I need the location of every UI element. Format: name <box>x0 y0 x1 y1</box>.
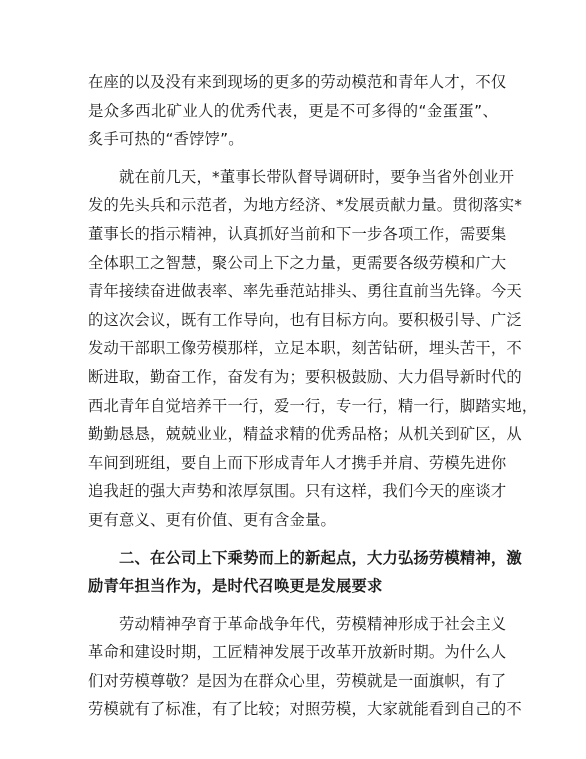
text-line: 追我赶的强大声势和浓厚氛围。只有这样，我们今天的座谈才 <box>88 482 507 501</box>
text-line: 发动干部职工像劳模那样，立足本职，刻苦钻研，埋头苦干，不 <box>88 339 522 358</box>
text-line: 二、在公司上下乘势而上的新起点，大力弘扬劳模精神，激 <box>88 548 522 567</box>
text-line: 励青年担当作为，是时代召唤更是发展要求 <box>88 577 383 596</box>
text-line: 是众多西北矿业人的优秀代表，更是不可多得的“金蛋蛋”、 <box>88 101 498 120</box>
text-line: 炙手可热的“香饽饽”。 <box>88 130 244 149</box>
text-line: 更有意义、更有价值、更有含金量。 <box>88 510 336 529</box>
text-line: 劳动精神孕育于革命战争年代，劳模精神形成于社会主义 <box>88 614 507 633</box>
text-line: 革命和建设时期，工匠精神发展于改革开放新时期。为什么人 <box>88 643 507 662</box>
section-heading <box>88 544 522 601</box>
text-line: 西北青年自觉培养干一行，爱一行，专一行，精一行，脚踏实地， <box>88 396 538 415</box>
text-line: 发的先头兵和示范者，为地方经济、*发展贡献力量。贯彻落实* <box>88 196 523 215</box>
text-line: 们对劳模尊敬？是因为在群众心里，劳模就是一面旗帜，有了 <box>88 671 507 690</box>
paragraph-chairman-instructions <box>88 163 538 535</box>
document-body <box>88 68 538 724</box>
paragraph-labor-spirit <box>88 610 522 724</box>
text-line: 就在前几天，*董事长带队督导调研时，要争当省外创业开 <box>88 167 515 186</box>
text-line: 断进取，勤奋工作，奋发有为；要积极鼓励、大力倡导新时代的 <box>88 367 522 386</box>
text-line: 在座的以及没有来到现场的更多的劳动模范和青年人才，不仅 <box>88 73 507 91</box>
text-line: 勤勤恳恳，兢兢业业，精益求精的优秀品格；从机关到矿区，从 <box>88 425 522 444</box>
text-line: 全体职工之智慧，聚公司上下之力量，更需要各级劳模和广大 <box>88 253 507 272</box>
paragraph-intro <box>88 68 507 154</box>
text-line: 劳模就有了标准，有了比较；对照劳模，大家就能看到自己的不 <box>88 700 522 719</box>
text-line: 青年接续奋进做表率、率先垂范站排头、勇往直前当先锋。今天 <box>88 282 522 301</box>
text-line: 的这次会议，既有工作导向，也有目标方向。要积极引导、广泛 <box>88 310 522 329</box>
text-line: 车间到班组，要自上而下形成青年人才携手并肩、劳模先进你 <box>88 453 507 472</box>
text-line: 董事长的指示精神，认真抓好当前和下一步各项工作，需要集 <box>88 224 507 243</box>
